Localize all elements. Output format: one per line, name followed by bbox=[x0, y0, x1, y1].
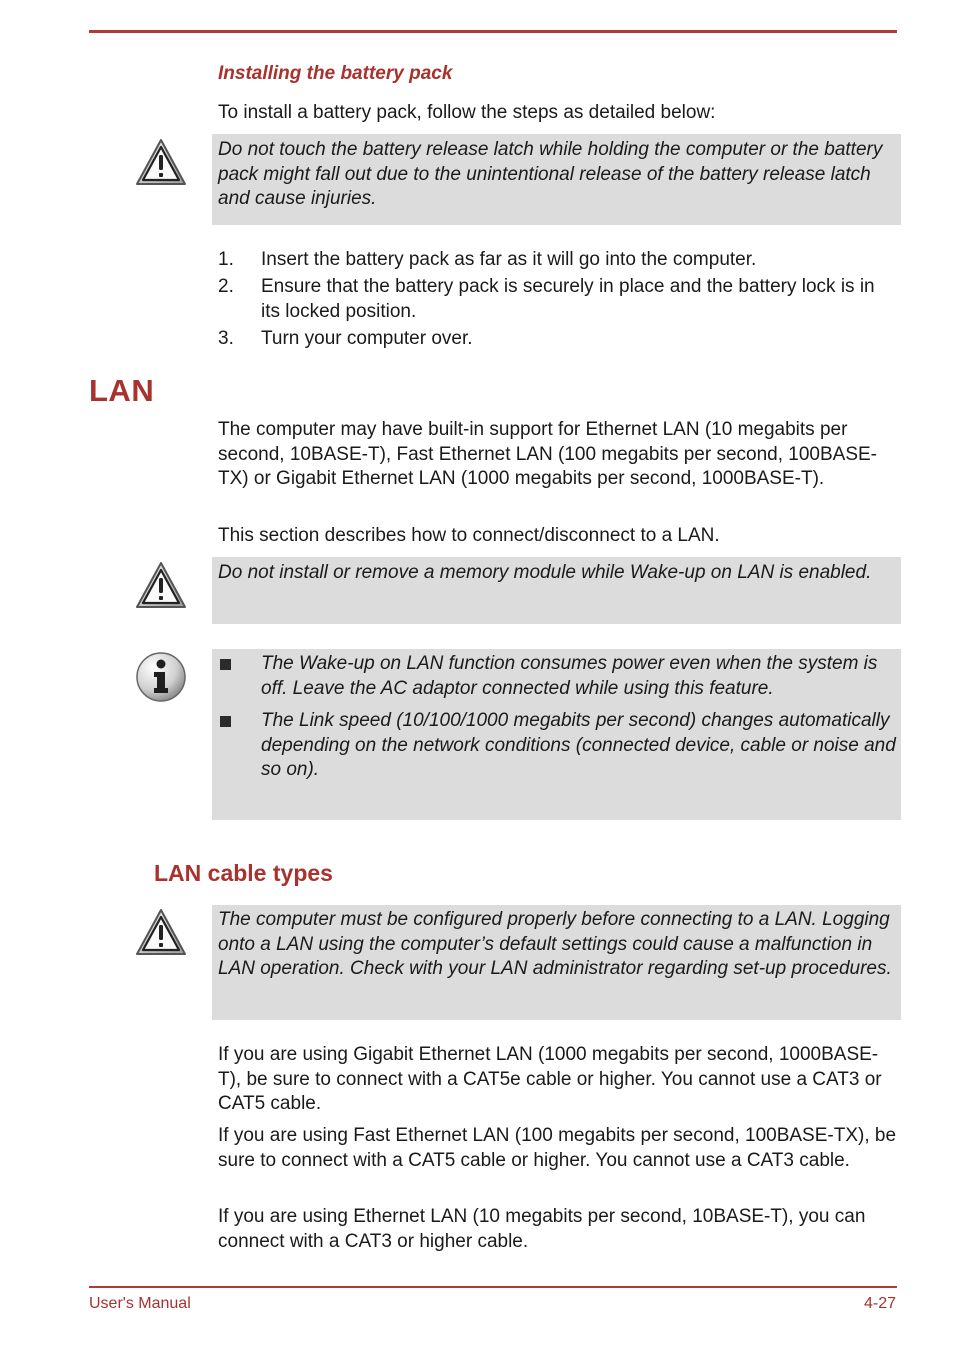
battery-warning-note bbox=[212, 134, 901, 225]
info-item-text: The Wake-up on LAN function consumes power even when the system is off. Leave the AC adaptor connected while using this feature. bbox=[261, 653, 878, 699]
list-item bbox=[218, 652, 898, 701]
step-number: 1. bbox=[218, 249, 234, 270]
list-item bbox=[218, 275, 898, 324]
warning-triangle-icon bbox=[134, 136, 188, 190]
cable-paragraph-3: If you are using Ethernet LAN (10 megabits per second, 10BASE-T), you can connect with a CAT3 or higher cable. bbox=[218, 1206, 866, 1252]
footer-page-number: 4-27 bbox=[863, 1295, 896, 1312]
cable-warning-note bbox=[212, 905, 901, 1020]
info-icon bbox=[134, 650, 188, 704]
lan-paragraph-2: This section describes how to connect/disconnect to a LAN. bbox=[218, 525, 720, 546]
warning-triangle-icon bbox=[134, 559, 188, 613]
battery-section-heading: Installing the battery pack bbox=[218, 63, 453, 84]
cable-warning-text: The computer must be configured properly before connecting to a LAN. Logging onto a LAN using the computer’s default settings could cause a malfunction in LAN operation. Check with your LAN administrator regarding set-up procedures. bbox=[218, 909, 892, 979]
step-text: Turn your computer over. bbox=[261, 327, 473, 349]
battery-steps-list bbox=[218, 248, 898, 354]
list-item bbox=[218, 327, 898, 352]
step-text: Insert the battery pack as far as it will go into the computer. bbox=[261, 249, 757, 270]
warning-triangle-icon bbox=[134, 906, 188, 960]
footer-manual-title: User's Manual bbox=[89, 1295, 191, 1312]
battery-warning-text: Do not touch the battery release latch while holding the computer or the battery pack might fall out due to the unintentional release of the battery release latch and cause injuries. bbox=[218, 139, 883, 209]
footer-rule bbox=[89, 1286, 897, 1288]
lan-info-note bbox=[212, 649, 901, 820]
lan-paragraph-1: The computer may have built-in support for Ethernet LAN (10 megabits per second, 10BASE-T), Fast Ethernet LAN (100 megabits per second, 100BASE-TX) or Gigabit Ethernet LAN (1000 megabits per second, 1000BASE-T). bbox=[218, 419, 878, 489]
bullet-square-icon bbox=[220, 716, 231, 727]
lan-heading: LAN bbox=[89, 373, 155, 408]
lan-warning-note bbox=[212, 557, 901, 624]
header-rule bbox=[89, 30, 897, 33]
list-item bbox=[218, 709, 898, 783]
cable-paragraph-2: If you are using Fast Ethernet LAN (100 megabits per second, 100BASE-TX), be sure to connect with a CAT5 cable or higher. You cannot use a CAT3 cable. bbox=[218, 1125, 897, 1171]
step-number: 2. bbox=[218, 276, 234, 297]
lan-info-list bbox=[218, 652, 898, 791]
info-item-text: The Link speed (10/100/1000 megabits per second) changes automatically depending on the network conditions (connected device, cable or noise and so on). bbox=[261, 710, 896, 780]
lan-cable-types-heading: LAN cable types bbox=[154, 860, 333, 886]
step-number: 3. bbox=[218, 327, 234, 349]
bullet-square-icon bbox=[220, 659, 231, 670]
list-item bbox=[218, 248, 898, 273]
battery-intro-text: To install a battery pack, follow the steps as detailed below: bbox=[218, 102, 716, 123]
step-text: Ensure that the battery pack is securely in place and the battery lock is in its locked position. bbox=[261, 276, 875, 322]
lan-warning-text: Do not install or remove a memory module while Wake-up on LAN is enabled. bbox=[218, 562, 872, 583]
cable-paragraph-1: If you are using Gigabit Ethernet LAN (1000 megabits per second, 1000BASE-T), be sure to connect with a CAT5e cable or higher. You cannot use a CAT3 or CAT5 cable. bbox=[218, 1044, 882, 1114]
